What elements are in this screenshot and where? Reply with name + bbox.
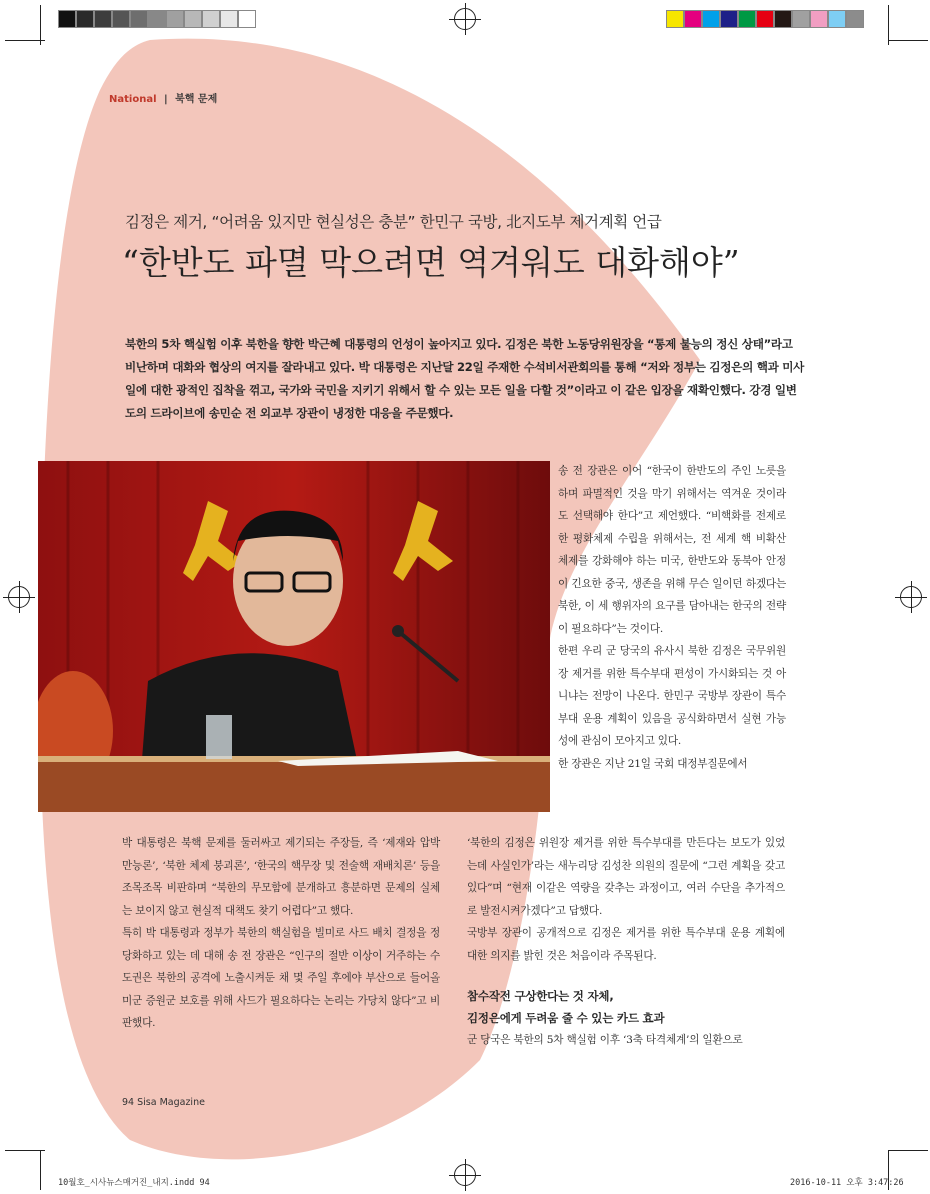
paragraph: 군 당국은 북한의 5차 핵실험 이후 ‘3축 타격체계’의 일환으로 [467, 1034, 743, 1046]
color-swatch [184, 10, 202, 28]
right-column-top [558, 460, 786, 775]
color-swatch [148, 10, 166, 28]
color-swatch [846, 10, 864, 28]
subheading-line: 참수작전 구상한다는 것 자체, [467, 989, 614, 1003]
color-swatch [792, 10, 810, 28]
right-column-bottom [467, 832, 785, 1052]
color-swatch [202, 10, 220, 28]
crop-mark [888, 40, 928, 41]
section-subheading [467, 985, 785, 1029]
paragraph: 송 전 장관은 이어 “한국이 한반도의 주인 노릇을 하며 파멸적인 것을 막기 위해서는 역겨운 것이라도 선택해야 한다”고 제언했다. “비핵화를 전제로 한 평화체제 수립을 위해서는, 전 세계 핵 비확산 체제를 강화해야 하는 미국, 한반도와 동북아 안정이 긴요한 중국, 생존을 위해 무슨 일이던 하겠다는 북한, 이 세 행위자의 요구를 담아내는 한국의 전략이 필요하다”는 것이다. [558, 465, 786, 635]
color-swatches [666, 10, 864, 28]
crop-mark [888, 5, 889, 45]
article-photo [38, 461, 550, 812]
registration-mark-bottom [454, 1164, 476, 1186]
crop-mark [5, 1150, 45, 1151]
separator: | [163, 94, 168, 105]
section-header [109, 90, 217, 105]
crop-mark [40, 5, 41, 45]
article-lead: 북한의 5차 핵실험 이후 북한을 향한 박근혜 대통령의 언성이 높아지고 있다. 김정은 북한 노동당위원장을 “통제 불능의 정신 상태”라고 비난하며 대화와 협상의 여지를 잘라내고 있다. 박 대통령은 지난달 22일 주재한 수석비서관회의를 통해 “저와 정부는 김정은의 핵과 미사일에 대한 광적인 집착을 꺾고, 국가와 국민을 지키기 위해서 할 수 있는 모든 일을 다할 것”이라고 이 같은 입장을 재확인했다. 강경 일변도의 드라이브에 송민순 전 외교부 장관이 냉정한 대응을 주문했다. [125, 337, 805, 420]
paragraph: 박 대통령은 북핵 문제를 둘러싸고 제기되는 주장들, 즉 ‘제재와 압박 만능론’, ‘북한 체제 붕괴론’, ‘한국의 핵무장 및 전술핵 재배치론’ 등을 조목조목 비판하며 “북한의 무모함에 분개하고 흥분하면 문제의 실체는 보이지 않고 현실적 대책도 찾기 어렵다”고 했다. [122, 837, 440, 917]
color-swatch [810, 10, 828, 28]
left-column-bottom [122, 832, 440, 1035]
page-folio: 94 Sisa Magazine [122, 1097, 205, 1108]
color-swatch [684, 10, 702, 28]
crop-mark [5, 40, 45, 41]
article-headline: “한반도 파멸 막으려면 역겨워도 대화해야” [122, 243, 740, 282]
color-swatch [58, 10, 76, 28]
print-slug-time: 2016-10-11 오후 3:47:26 [790, 1178, 904, 1188]
color-swatch [220, 10, 238, 28]
print-slug-file: 10월호_시사뉴스매거진_내지.indd 94 [58, 1178, 210, 1188]
grayscale-swatches [58, 10, 256, 28]
color-swatch [166, 10, 184, 28]
paragraph: 특히 박 대통령과 정부가 북한의 핵실험을 빌미로 사드 배치 결정을 정당화하고 있는 데 대해 송 전 장관은 “인구의 절반 이상이 거주하는 수도권은 북한의 공격에 노출시켜둔 채 몇 주일 후에야 부산으로 들어올 미군 증원군 보호를 위해 사드가 필요하다는 논리는 가당치 않다”고 비판했다. [122, 927, 440, 1029]
color-swatch [76, 10, 94, 28]
section-label: 북핵 문제 [175, 94, 218, 105]
paragraph: 한편 우리 군 당국의 유사시 북한 김정은 국무위원장 제거를 위한 특수부대 편성이 가시화되는 것 아니냐는 전망이 나온다. 한민구 국방부 장관이 특수부대 운용 계획이 있음을 공식화하면서 실현 가능성에 관심이 모아지고 있다. [558, 645, 786, 747]
color-swatch [720, 10, 738, 28]
color-swatch [738, 10, 756, 28]
color-swatch [702, 10, 720, 28]
color-swatch [130, 10, 148, 28]
crop-mark [888, 1150, 928, 1151]
paragraph: ‘북한의 김정은 위원장 제거를 위한 특수부대를 만든다는 보도가 있었는데 사실인가’라는 새누리당 김성찬 의원의 질문에 “그런 계획을 갖고 있다”며 “현재 이같은 역량을 갖추는 과정이고, 여러 수단을 추가적으로 발전시켜가겠다”고 답했다. [467, 837, 785, 917]
subheading-line: 김정은에게 두려움 줄 수 있는 카드 효과 [467, 1011, 665, 1025]
color-swatch [774, 10, 792, 28]
crop-mark [40, 1150, 41, 1190]
color-swatch [666, 10, 684, 28]
registration-mark-top [454, 8, 476, 30]
color-swatch [94, 10, 112, 28]
color-swatch [238, 10, 256, 28]
article-subhead: 김정은 제거, “어려움 있지만 현실성은 충분” 한민구 국방, 北지도부 제거계획 언급 [125, 213, 662, 231]
paragraph: 한 장관은 지난 21일 국회 대정부질문에서 [558, 757, 748, 770]
paragraph: 국방부 장관이 공개적으로 김정은 제거를 위한 특수부대 운용 계획에 대한 의지를 밝힌 것은 처음이라 주목된다. [467, 927, 785, 962]
brand-label: National [109, 94, 157, 105]
registration-mark-left [8, 586, 30, 608]
color-swatch [112, 10, 130, 28]
color-swatch [756, 10, 774, 28]
color-swatch [828, 10, 846, 28]
registration-mark-right [900, 586, 922, 608]
